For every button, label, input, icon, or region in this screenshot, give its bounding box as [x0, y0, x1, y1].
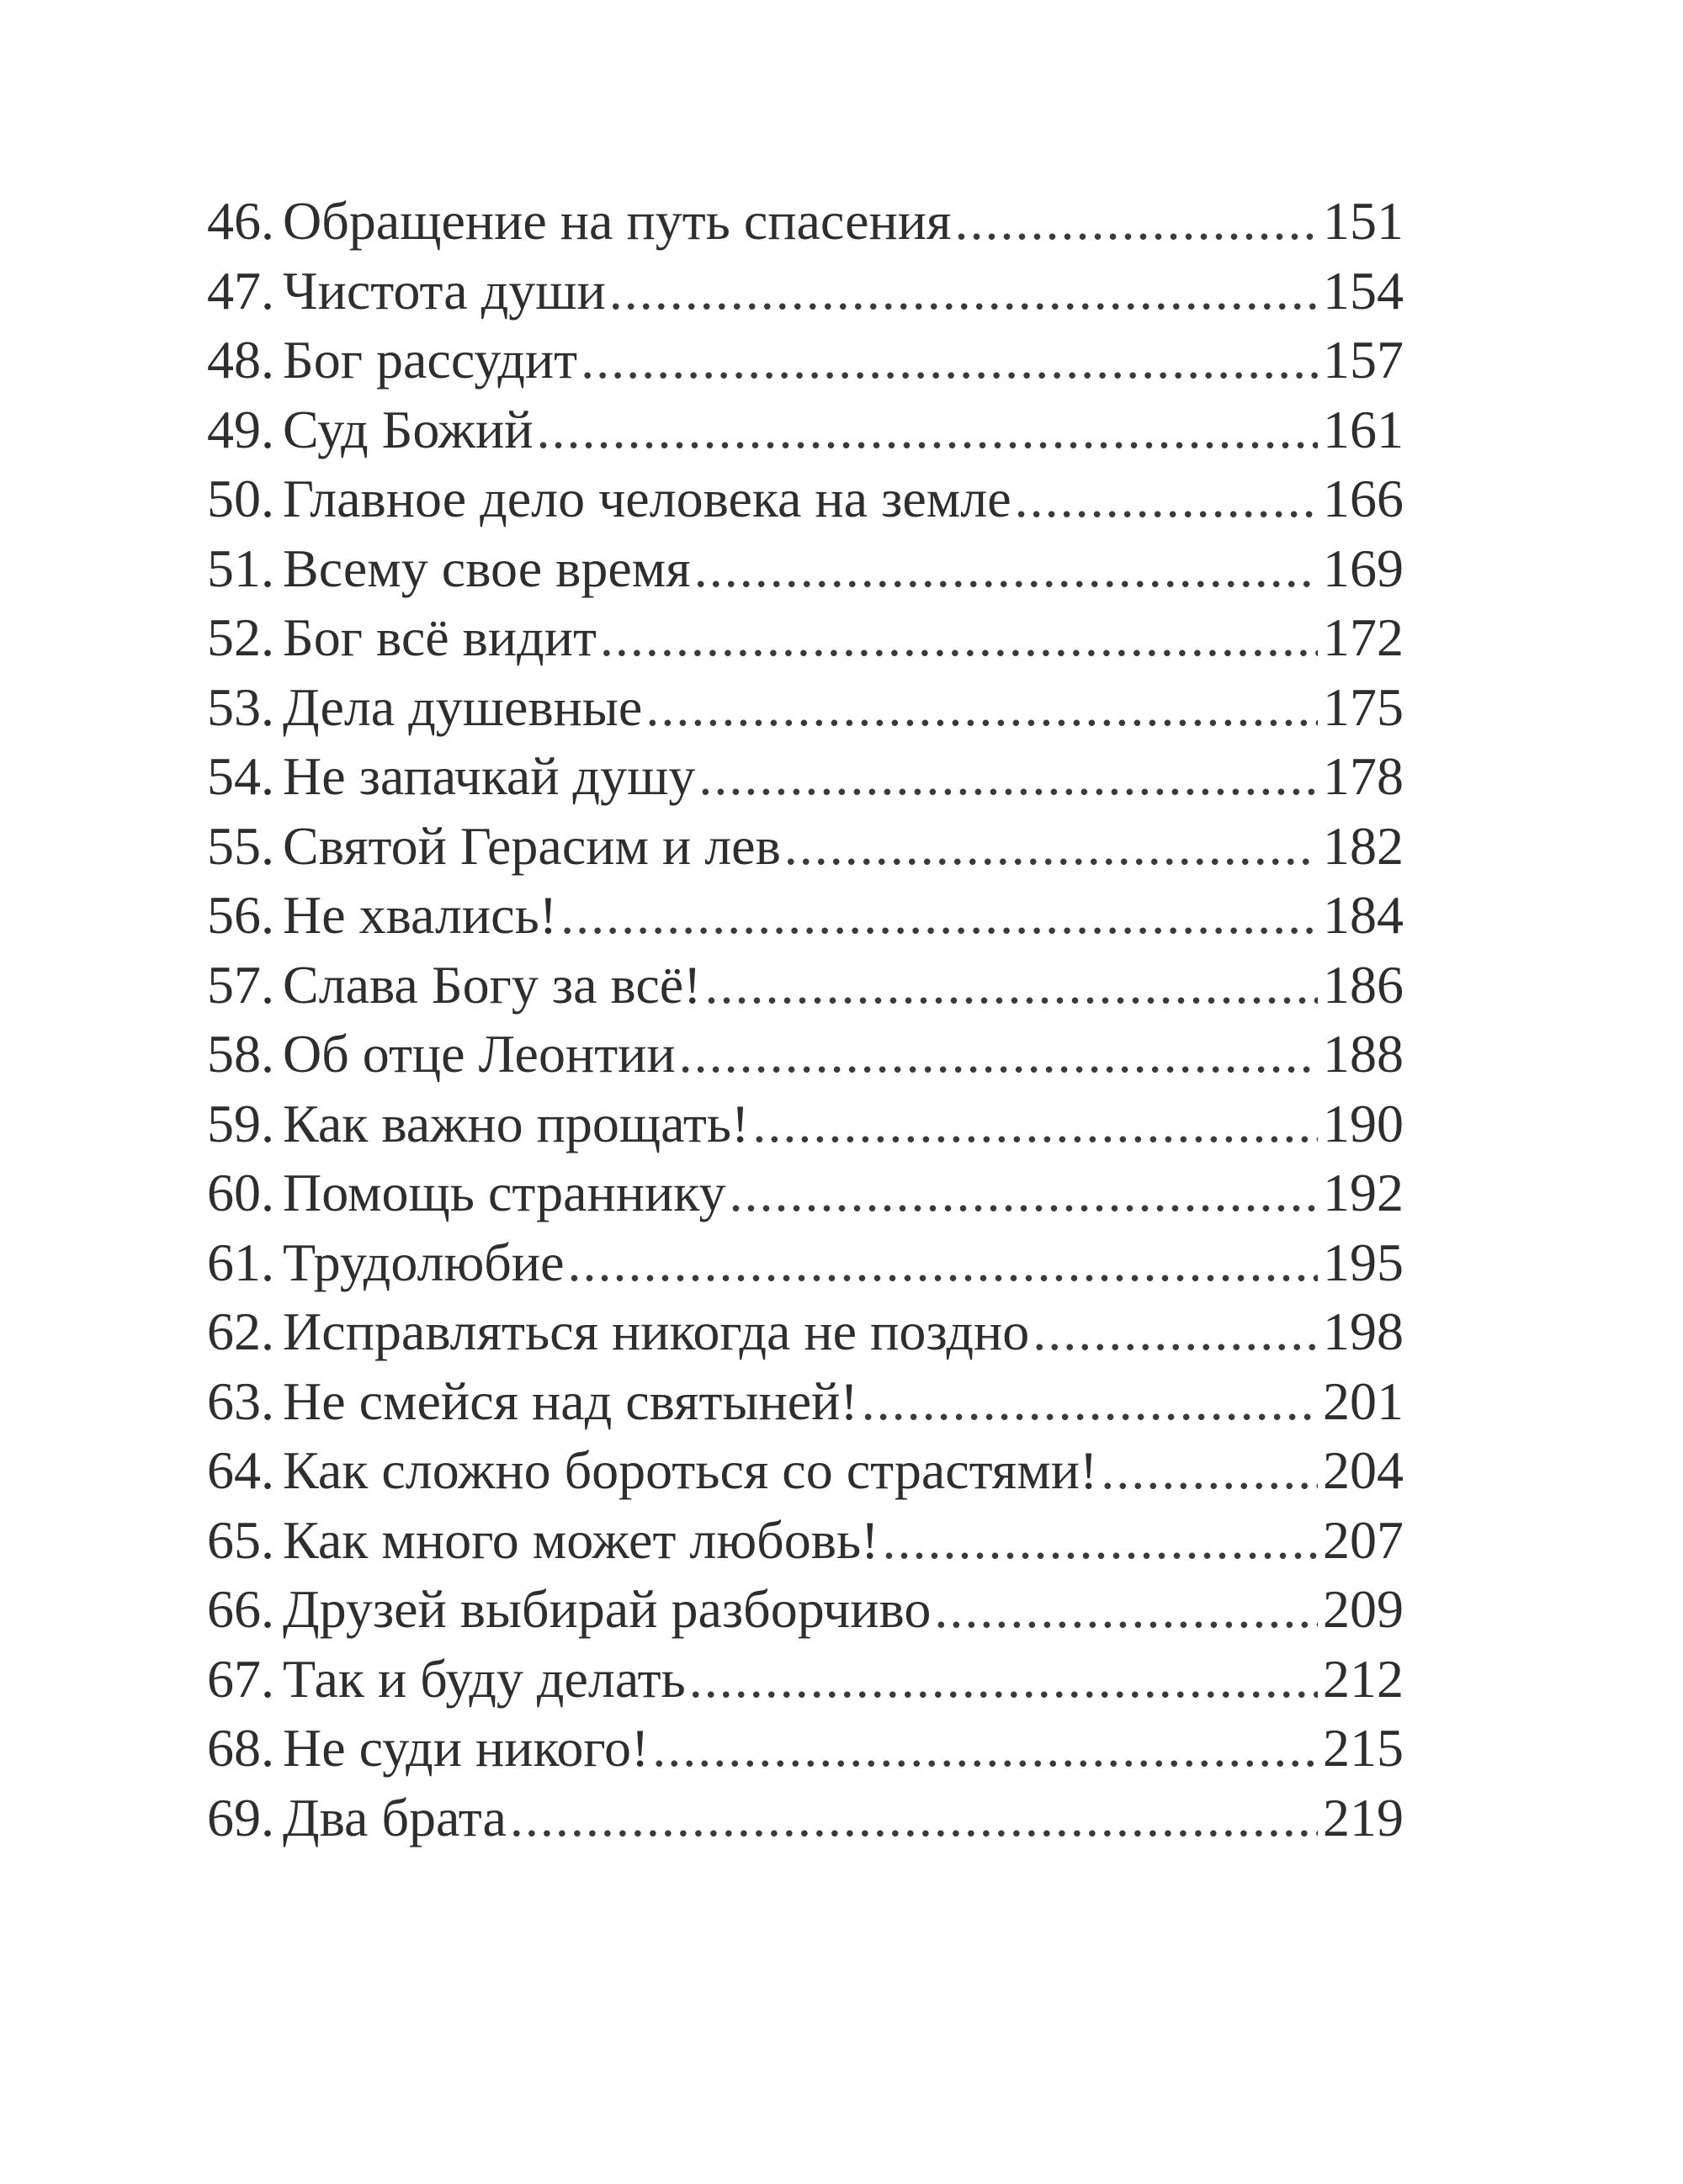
entry-title: Друзей выбирай разборчиво	[283, 1579, 932, 1639]
entry-title: Трудолюбие	[283, 1232, 565, 1292]
toc-entry-57	[207, 951, 1404, 1020]
entry-number: 64.	[207, 1440, 274, 1500]
toc-entry-51	[207, 534, 1404, 604]
entry-number: 56.	[207, 885, 274, 945]
toc-entry-68	[207, 1714, 1404, 1784]
entry-page-number: 201	[1323, 1370, 1404, 1431]
dot-leader	[609, 257, 1318, 326]
entry-page-number: 192	[1323, 1163, 1404, 1222]
entry-page-number: 215	[1323, 1718, 1404, 1778]
entry-title: Бог рассудит	[283, 330, 578, 390]
toc-entry-47	[207, 257, 1404, 326]
entry-title: Как важно прощать!	[283, 1093, 750, 1153]
dot-leader	[1015, 464, 1318, 534]
entry-page-number: 198	[1323, 1301, 1404, 1361]
entry-page-number: 207	[1323, 1509, 1404, 1570]
entry-title: Как сложно бороться со страстями!	[283, 1440, 1098, 1500]
entry-title: Об отце Леонтии	[283, 1024, 676, 1084]
toc-entry-65	[207, 1506, 1404, 1576]
dot-leader	[567, 1228, 1318, 1298]
entry-number: 65.	[207, 1509, 274, 1570]
entry-number: 50.	[207, 469, 274, 528]
dot-leader	[784, 812, 1318, 882]
dot-leader	[652, 1714, 1318, 1784]
entry-title: Суд Божий	[283, 399, 534, 459]
entry-title: Чистота души	[283, 260, 606, 321]
entry-title: Не хвались!	[283, 885, 558, 945]
entry-page-number: 169	[1323, 538, 1404, 598]
entry-number: 46.	[207, 191, 274, 251]
dot-leader	[510, 1784, 1318, 1853]
dot-leader	[729, 1158, 1318, 1228]
entry-title: Всему свое время	[283, 538, 691, 598]
entry-number: 51.	[207, 538, 274, 598]
dot-leader	[1101, 1436, 1318, 1506]
entry-number: 60.	[207, 1163, 274, 1222]
entry-number: 53.	[207, 676, 274, 737]
entry-page-number: 188	[1323, 1024, 1404, 1084]
entry-title: Главное дело человека на земле	[283, 469, 1011, 528]
entry-title: Два брата	[283, 1787, 507, 1847]
dot-leader	[537, 395, 1319, 465]
dot-leader	[752, 1089, 1318, 1159]
entry-number: 58.	[207, 1024, 274, 1084]
toc-entry-62	[207, 1297, 1404, 1367]
entry-page-number: 184	[1323, 885, 1404, 945]
dot-leader	[689, 1645, 1318, 1715]
entry-number: 69.	[207, 1787, 274, 1847]
dot-leader	[679, 1020, 1318, 1089]
entry-number: 54.	[207, 746, 274, 806]
dot-leader	[560, 881, 1318, 951]
entry-title: Так и буду делать	[283, 1648, 686, 1709]
entry-page-number: 209	[1323, 1579, 1404, 1639]
toc-entry-53	[207, 673, 1404, 743]
entry-page-number: 151	[1323, 191, 1404, 251]
dot-leader	[1033, 1297, 1318, 1367]
dot-leader	[698, 742, 1318, 812]
entry-page-number: 186	[1323, 954, 1404, 1015]
entry-title: Дела душевные	[283, 676, 643, 737]
dot-leader	[645, 673, 1318, 743]
toc-entry-67	[207, 1645, 1404, 1715]
entry-page-number: 190	[1323, 1093, 1404, 1153]
entry-number: 55.	[207, 815, 274, 876]
toc-entry-66	[207, 1575, 1404, 1645]
toc-entry-56	[207, 881, 1404, 951]
table-of-contents	[207, 187, 1404, 1853]
dot-leader	[694, 534, 1318, 604]
toc-entry-55	[207, 812, 1404, 882]
entry-number: 62.	[207, 1301, 274, 1361]
entry-number: 61.	[207, 1232, 274, 1292]
toc-entry-50	[207, 464, 1404, 534]
entry-page-number: 182	[1323, 815, 1404, 876]
entry-title: Обращение на путь спасения	[283, 191, 952, 251]
entry-title: Помощь страннику	[283, 1163, 726, 1222]
entry-page-number: 212	[1323, 1648, 1404, 1709]
entry-title: Исправляться никогда не поздно	[283, 1301, 1030, 1361]
entry-page-number: 178	[1323, 746, 1404, 806]
toc-entry-64	[207, 1436, 1404, 1506]
entry-page-number: 161	[1323, 399, 1404, 459]
entry-page-number: 195	[1323, 1232, 1404, 1292]
entry-title: Не смейся над святыней!	[283, 1370, 858, 1431]
entry-page-number: 154	[1323, 260, 1404, 321]
toc-entry-46	[207, 187, 1404, 257]
toc-entry-61	[207, 1228, 1404, 1298]
dot-leader	[862, 1367, 1318, 1437]
entry-number: 66.	[207, 1579, 274, 1639]
toc-entry-69	[207, 1784, 1404, 1853]
toc-entry-54	[207, 742, 1404, 812]
dot-leader	[600, 603, 1318, 673]
entry-title: Слава Богу за всё!	[283, 954, 702, 1015]
dot-leader	[954, 187, 1318, 257]
entry-number: 49.	[207, 399, 274, 459]
entry-title: Бог всё видит	[283, 607, 597, 667]
entry-page-number: 175	[1323, 676, 1404, 737]
entry-title: Как много может любовь!	[283, 1509, 879, 1570]
entry-title: Святой Герасим и лев	[283, 815, 781, 876]
toc-entry-60	[207, 1158, 1404, 1228]
entry-page-number: 157	[1323, 330, 1404, 390]
entry-number: 68.	[207, 1718, 274, 1778]
entry-number: 63.	[207, 1370, 274, 1431]
toc-entry-48	[207, 326, 1404, 395]
toc-entry-63	[207, 1367, 1404, 1437]
dot-leader	[934, 1575, 1318, 1645]
entry-number: 48.	[207, 330, 274, 390]
toc-entry-59	[207, 1089, 1404, 1159]
entry-number: 57.	[207, 954, 274, 1015]
entry-number: 67.	[207, 1648, 274, 1709]
toc-entry-58	[207, 1020, 1404, 1089]
toc-entry-52	[207, 603, 1404, 673]
entry-title: Не суди никого!	[283, 1718, 650, 1778]
entry-number: 59.	[207, 1093, 274, 1153]
entry-number: 52.	[207, 607, 274, 667]
dot-leader	[704, 951, 1318, 1020]
entry-page-number: 204	[1323, 1440, 1404, 1500]
dot-leader	[882, 1506, 1318, 1576]
toc-entry-49	[207, 395, 1404, 465]
entry-title: Не запачкай душу	[283, 746, 696, 806]
entry-number: 47.	[207, 260, 274, 321]
entry-page-number: 219	[1323, 1787, 1404, 1847]
entry-page-number: 166	[1323, 469, 1404, 528]
entry-page-number: 172	[1323, 607, 1404, 667]
dot-leader	[581, 326, 1318, 395]
